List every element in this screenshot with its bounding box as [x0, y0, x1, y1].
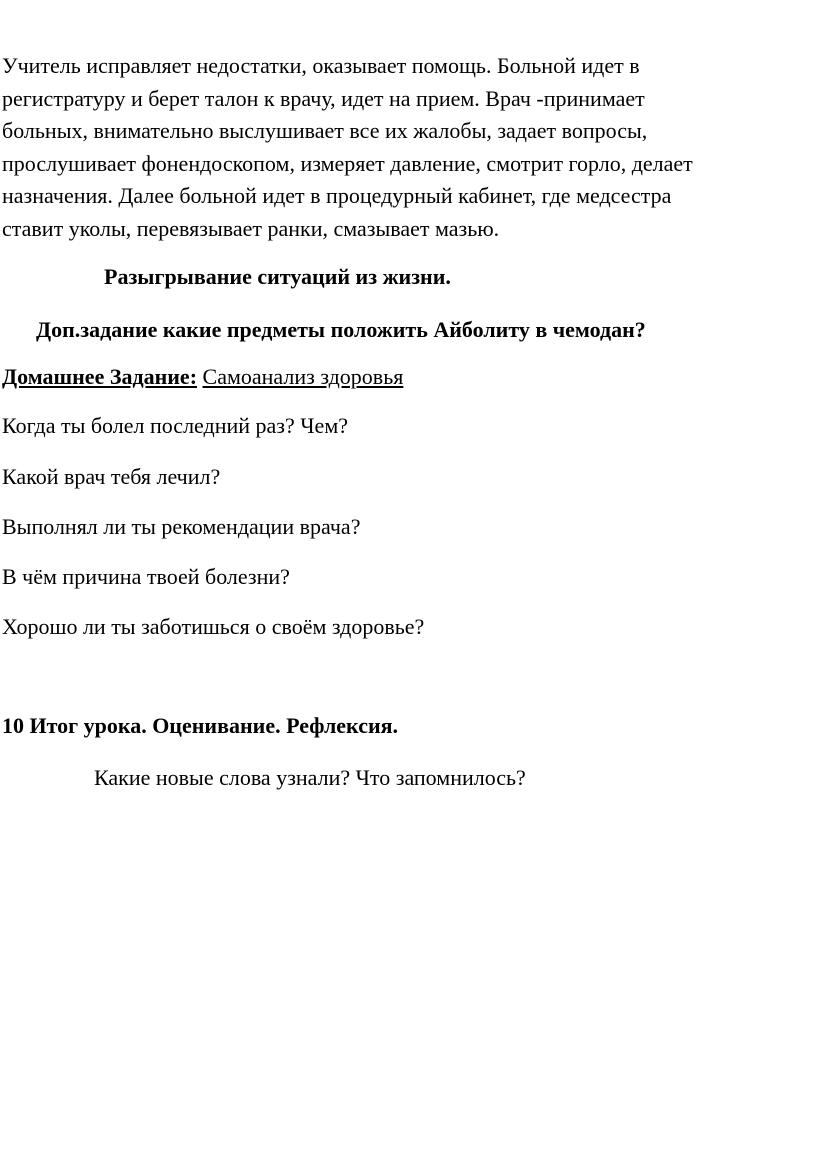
homework-line — [2, 364, 403, 390]
paragraph-line: регистратуру и берет талон к врачу, идет на прием. Врач -принимает — [2, 85, 645, 111]
homework-label: Домашнее Задание: — [2, 364, 198, 389]
summary-heading: 10 Итог урока. Оценивание. Рефлексия. — [2, 713, 399, 738]
question-item: Выполнял ли ты рекомендации врача? — [2, 514, 361, 539]
extra-task-heading: Доп.задание какие предметы положить Айболиту в чемодан? — [36, 317, 646, 342]
homework-topic: Самоанализ здоровья — [202, 364, 404, 389]
question-item: Хорошо ли ты заботишься о своём здоровье? — [2, 614, 425, 639]
paragraph-line: Учитель исправляет недостатки, оказывает помощь. Больной идет в — [2, 53, 640, 78]
paragraph-line: ставит уколы, перевязывает ранки, смазывает мазью. — [2, 215, 500, 241]
paragraph-line: назначения. Далее больной идет в процедурный кабинет, где медсестра — [2, 183, 672, 208]
question-item: В чём причина твоей болезни? — [2, 564, 290, 589]
situations-heading: Разыгрывание ситуаций из жизни. — [104, 264, 451, 289]
paragraph-line: прослушивает фонендоскопом, измеряет давление, смотрит горло, делает — [2, 150, 693, 176]
reflection-question: Какие новые слова узнали? Что запомнилось? — [94, 765, 526, 790]
question-item: Какой врач тебя лечил? — [2, 464, 221, 489]
paragraph-line: больных, внимательно выслушивает все их жалобы, задает вопросы, — [2, 118, 648, 143]
intro-paragraph — [2, 50, 792, 245]
question-item: Когда ты болел последний раз? Чем? — [2, 413, 349, 438]
